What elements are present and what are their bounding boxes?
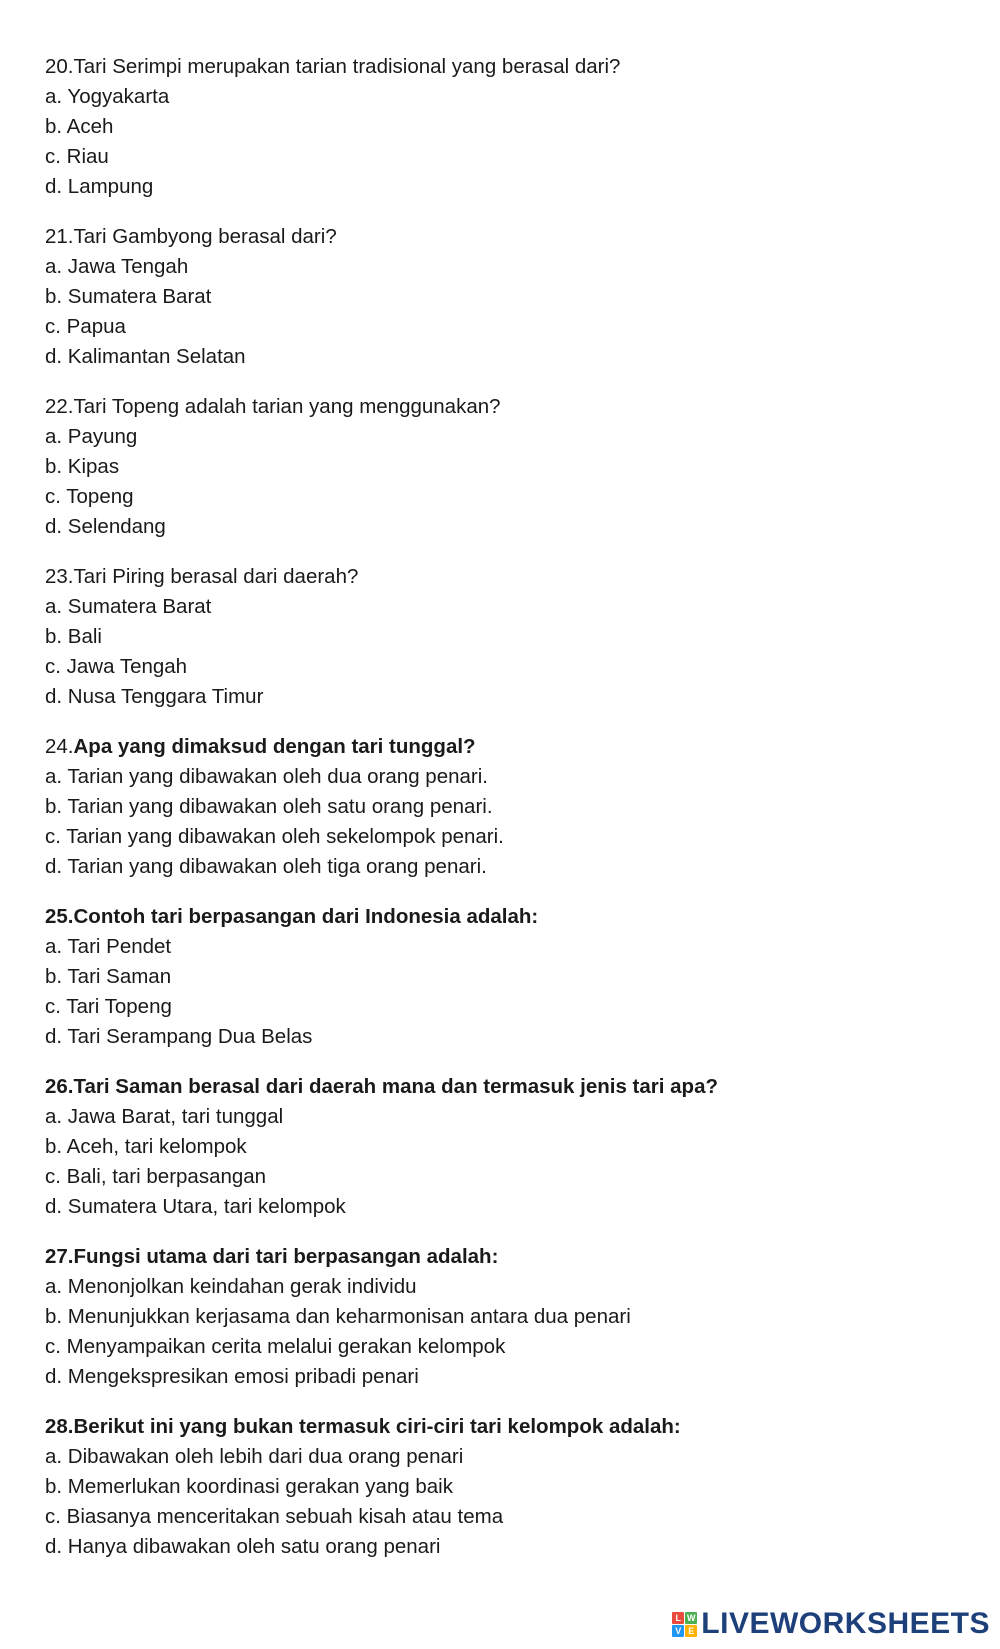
question-block — [45, 392, 945, 542]
answer-option: a. Payung — [45, 425, 138, 448]
answer-option: a. Jawa Barat, tari tunggal — [45, 1105, 284, 1128]
answer-option: b. Memerlukan koordinasi gerakan yang baik — [45, 1475, 453, 1498]
question-prompt: Apa yang dimaksud dengan tari tunggal? — [73, 735, 476, 758]
question-prompt: Tari Piring berasal dari daerah? — [73, 565, 359, 588]
answer-option: a. Menonjolkan keindahan gerak individu — [45, 1275, 417, 1298]
answer-option: a. Tari Pendet — [45, 935, 172, 958]
answer-option: d. Mengekspresikan emosi pribadi penari — [45, 1365, 419, 1388]
question-prompt: Berikut ini yang bukan termasuk ciri-ciri tari kelompok adalah: — [73, 1415, 681, 1438]
question-text — [45, 392, 945, 422]
answer-option: b. Menunjukkan kerjasama dan keharmonisan antara dua penari — [45, 1305, 631, 1328]
question-block — [45, 222, 945, 372]
brand-name: LIVEWORKSHEETS — [701, 1607, 990, 1640]
question-prompt: Tari Serimpi merupakan tarian tradisional yang berasal dari? — [73, 55, 621, 78]
answer-option: a. Sumatera Barat — [45, 595, 212, 618]
answer-option: b. Tarian yang dibawakan oleh satu orang penari. — [45, 795, 493, 818]
question-prompt: Tari Saman berasal dari daerah mana dan termasuk jenis tari apa? — [73, 1075, 718, 1098]
question-number: 23. — [45, 565, 74, 588]
answer-option: d. Lampung — [45, 175, 154, 198]
answer-option: c. Tarian yang dibawakan oleh sekelompok penari. — [45, 825, 504, 848]
answer-option: c. Papua — [45, 315, 126, 338]
question-block — [45, 1412, 945, 1562]
worksheet-page — [45, 52, 945, 1582]
answer-option: d. Selendang — [45, 515, 166, 538]
question-block — [45, 732, 945, 882]
question-number: 24. — [45, 735, 74, 758]
answer-option: b. Aceh — [45, 115, 114, 138]
answer-option: d. Sumatera Utara, tari kelompok — [45, 1195, 346, 1218]
question-text — [45, 562, 945, 592]
question-block — [45, 1072, 945, 1222]
question-text — [45, 1412, 945, 1442]
answer-option: d. Hanya dibawakan oleh satu orang penari — [45, 1535, 441, 1558]
liveworksheets-mark-icon: L W V E — [672, 1612, 697, 1637]
question-number: 22. — [45, 395, 74, 418]
answer-option: d. Kalimantan Selatan — [45, 345, 246, 368]
question-number: 28. — [45, 1415, 74, 1438]
answer-option: b. Tari Saman — [45, 965, 172, 988]
question-number: 21. — [45, 225, 74, 248]
question-text — [45, 1072, 945, 1102]
question-number: 26. — [45, 1075, 74, 1098]
question-number: 20. — [45, 55, 74, 78]
answer-option: a. Yogyakarta — [45, 85, 170, 108]
question-text — [45, 222, 945, 252]
question-block — [45, 52, 945, 202]
answer-option: c. Biasanya menceritakan sebuah kisah atau tema — [45, 1505, 504, 1528]
question-number: 25. — [45, 905, 74, 928]
answer-option: c. Menyampaikan cerita melalui gerakan kelompok — [45, 1335, 506, 1358]
question-text — [45, 1242, 945, 1272]
answer-option: d. Nusa Tenggara Timur — [45, 685, 264, 708]
question-prompt: Contoh tari berpasangan dari Indonesia adalah: — [73, 905, 539, 928]
question-prompt: Tari Topeng adalah tarian yang menggunakan? — [73, 395, 501, 418]
answer-option: c. Tari Topeng — [45, 995, 172, 1018]
question-prompt: Fungsi utama dari tari berpasangan adalah: — [73, 1245, 499, 1268]
question-prompt: Tari Gambyong berasal dari? — [73, 225, 337, 248]
question-number: 27. — [45, 1245, 74, 1268]
answer-option: a. Dibawakan oleh lebih dari dua orang penari — [45, 1445, 464, 1468]
question-text — [45, 52, 945, 82]
liveworksheets-logo — [672, 1607, 990, 1641]
answer-option: b. Kipas — [45, 455, 120, 478]
question-block — [45, 902, 945, 1052]
answer-option: d. Tari Serampang Dua Belas — [45, 1025, 313, 1048]
answer-option: c. Riau — [45, 145, 109, 168]
answer-option: c. Jawa Tengah — [45, 655, 188, 678]
answer-option: c. Bali, tari berpasangan — [45, 1165, 267, 1188]
answer-option: a. Jawa Tengah — [45, 255, 189, 278]
question-block — [45, 1242, 945, 1392]
question-text — [45, 732, 945, 762]
answer-option: d. Tarian yang dibawakan oleh tiga orang penari. — [45, 855, 487, 878]
answer-option: b. Sumatera Barat — [45, 285, 212, 308]
answer-option: c. Topeng — [45, 485, 134, 508]
answer-option: a. Tarian yang dibawakan oleh dua orang penari. — [45, 765, 488, 788]
answer-option: b. Aceh, tari kelompok — [45, 1135, 247, 1158]
question-block — [45, 562, 945, 712]
answer-option: b. Bali — [45, 625, 102, 648]
question-text — [45, 902, 945, 932]
